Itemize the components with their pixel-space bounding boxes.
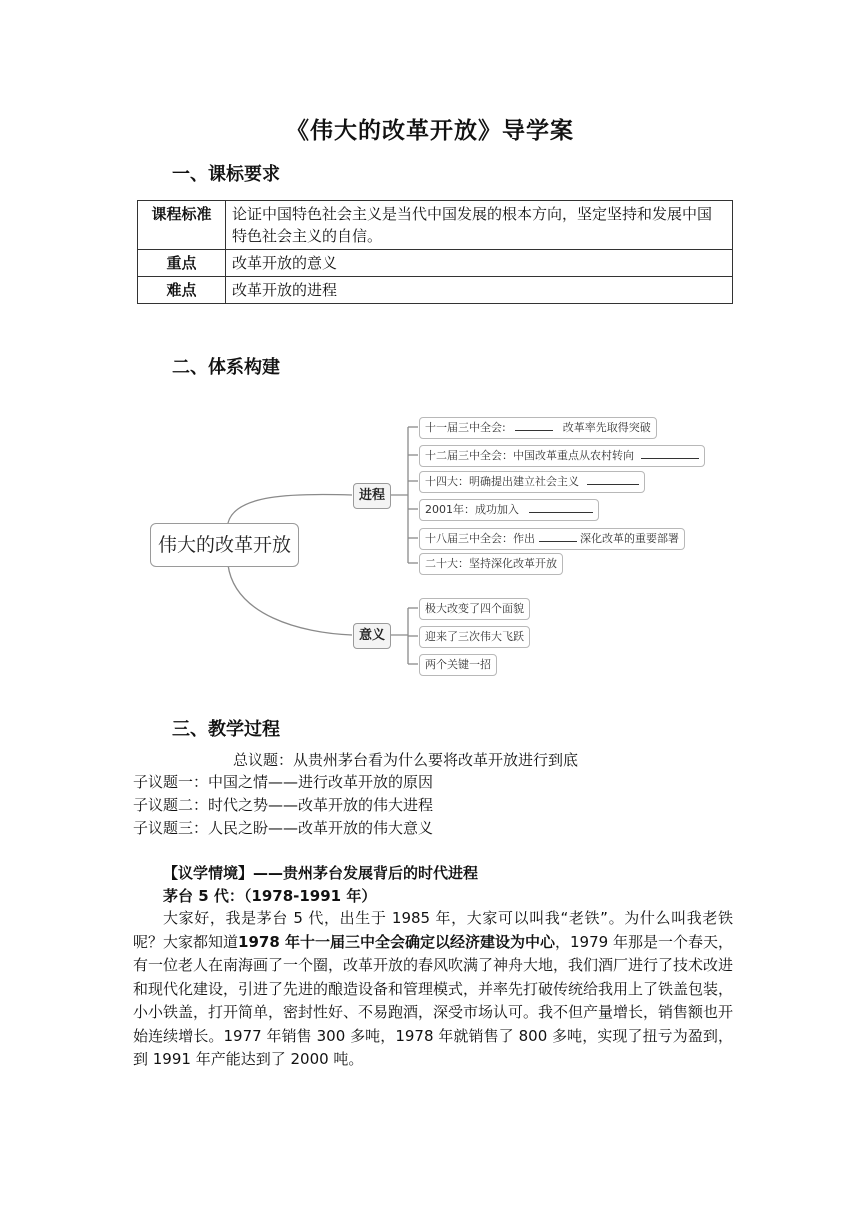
paragraph-text: ，1979 年那是一个春天，有一位老人在南海画了一个圈，改革开放的春风吹满了神舟大地，我们酒厂进行了技术改进和现代化建设，引进了先进的酿造设备和管理模式，并率先打破传统给我用上了铁盖包装，小小铁盖，打开简单，密封性好、不易跑酒，深受市场认可。我不但产量增长，销售额也开始连续增长。1977 年销售 300 多吨，1978 年就销售了 800 多吨，实现了扭亏为盈到，到 1991 年产能达到了 2000 吨。 <box>133 932 734 1068</box>
process-item <box>419 445 705 467</box>
node-text: 改革率先取得突破 <box>562 421 651 434</box>
process-item <box>419 499 599 521</box>
sub-topic: 子议题三：人民之盼——改革开放的伟大意义 <box>133 819 434 837</box>
context-paragraph <box>133 907 733 1072</box>
table-key: 重点 <box>138 250 226 277</box>
process-item <box>419 417 657 439</box>
generation-title: 茅台 5 代：（1978-1991 年） <box>163 887 377 905</box>
node-text: 深化改革的重要部署 <box>580 532 679 545</box>
node-text: 二十大：坚持深化改革开放 <box>425 557 557 570</box>
table-row <box>138 250 733 277</box>
context-title: 【议学情境】——贵州茅台发展背后的时代进程 <box>163 864 479 882</box>
connector-process <box>228 494 352 523</box>
paragraph-text: 大家好，我是茅台 5 代，出生于 1985 年，大家可以叫我“老铁”。为什么叫我老铁呢？大家都知道 <box>133 909 733 951</box>
process-item <box>419 553 563 575</box>
sub-topic: 子议题二：时代之势——改革开放的伟大进程 <box>133 796 434 814</box>
node-text: 十一届三中全会: <box>425 421 506 434</box>
node-text: 十四大：明确提出建立社会主义 <box>425 475 579 488</box>
table-key: 难点 <box>138 277 226 304</box>
meaning-item: 极大改变了四个面貌 <box>419 598 530 620</box>
table-value: 论证中国特色社会主义是当代中国发展的根本方向，坚定坚持和发展中国特色社会主义的自信。 <box>226 201 733 250</box>
fill-blank <box>587 472 639 485</box>
fill-blank <box>641 446 699 459</box>
table-key: 课程标准 <box>138 201 226 250</box>
curriculum-table <box>137 200 733 304</box>
node-text: 十二届三中全会：中国改革重点从农村转向 <box>425 449 634 462</box>
process-item <box>419 471 645 493</box>
section2-heading: 二、体系构建 <box>172 357 280 378</box>
meaning-item: 两个关键一招 <box>419 654 497 676</box>
mind-map <box>140 405 720 690</box>
main-topic: 总议题：从贵州茅台看为什么要将改革开放进行到底 <box>233 751 579 769</box>
table-value: 改革开放的进程 <box>226 277 733 304</box>
mind-map-root: 伟大的改革开放 <box>150 523 299 567</box>
sub-topic: 子议题一：中国之情——进行改革开放的原因 <box>133 773 434 791</box>
section1-heading: 一、课标要求 <box>172 164 280 185</box>
node-text: 2001年：成功加入 <box>425 503 519 516</box>
branch-meaning: 意义 <box>353 623 391 649</box>
meaning-item: 迎来了三次伟大飞跃 <box>419 626 530 648</box>
table-value: 改革开放的意义 <box>226 250 733 277</box>
fill-blank <box>539 529 577 542</box>
page-title: 《伟大的改革开放》导学案 <box>286 117 574 144</box>
branch-process: 进程 <box>353 483 391 509</box>
paragraph-bold-text: 1978 年十一届三中全会确定以经济建设为中心 <box>238 932 556 951</box>
section3-heading: 三、教学过程 <box>172 719 280 740</box>
process-item <box>419 528 685 550</box>
connector-meaning <box>228 565 352 635</box>
fill-blank <box>515 418 553 431</box>
table-row <box>138 277 733 304</box>
table-row <box>138 201 733 250</box>
node-text: 十八届三中全会：作出 <box>425 532 535 545</box>
fill-blank <box>529 500 593 513</box>
